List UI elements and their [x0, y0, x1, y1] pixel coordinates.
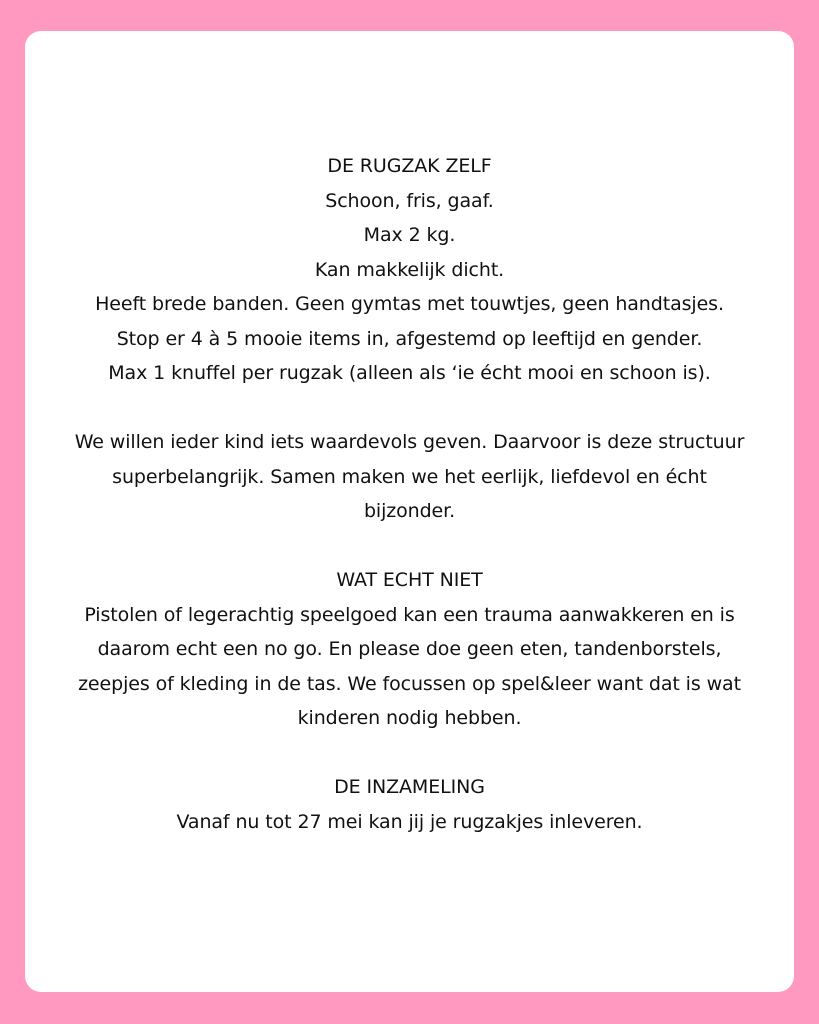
spacer — [25, 736, 794, 771]
text-line: bijzonder. — [363, 500, 456, 522]
section-heading-wat-echt-niet: WAT ECHT NIET — [336, 569, 483, 591]
text-line: Schoon, fris, gaaf. — [325, 189, 494, 212]
text-line: Kan makkelijk dicht. — [314, 258, 505, 281]
text-line: Max 1 knuffel per rugzak (alleen als ‘ie écht mooi en schoon is). — [108, 362, 711, 384]
text-line: superbelangrijk. Samen maken we het eerlijk, liefdevol en écht — [112, 465, 707, 488]
text-line: Max 2 kg. — [363, 224, 456, 246]
spacer — [25, 391, 794, 426]
text-line: Heeft brede banden. Geen gymtas met touwtjes, geen handtasjes. — [95, 293, 724, 315]
spacer — [25, 529, 794, 564]
text-line: kinderen nodig hebben. — [297, 707, 522, 729]
text-line: zeepjes of kleding in de tas. We focussen op spel&leer want dat is wat — [78, 672, 741, 695]
section-heading-de-inzameling: DE INZAMELING — [334, 776, 485, 798]
section-heading-de-rugzak-zelf: DE RUGZAK ZELF — [327, 155, 492, 177]
content-card — [25, 31, 794, 992]
text-content — [25, 149, 794, 839]
text-line: Vanaf nu tot 27 mei kan jij je rugzakjes inleveren. — [176, 810, 643, 833]
text-line: Pistolen of legerachtig speelgoed kan een trauma aanwakkeren en is — [84, 603, 735, 626]
text-line: We willen ieder kind iets waardevols geven. Daarvoor is deze structuur — [74, 431, 745, 453]
text-line: daarom echt een no go. En please doe geen eten, tandenborstels, — [97, 638, 722, 660]
text-line: Stop er 4 à 5 mooie items in, afgestemd op leeftijd en gender. — [116, 327, 703, 350]
